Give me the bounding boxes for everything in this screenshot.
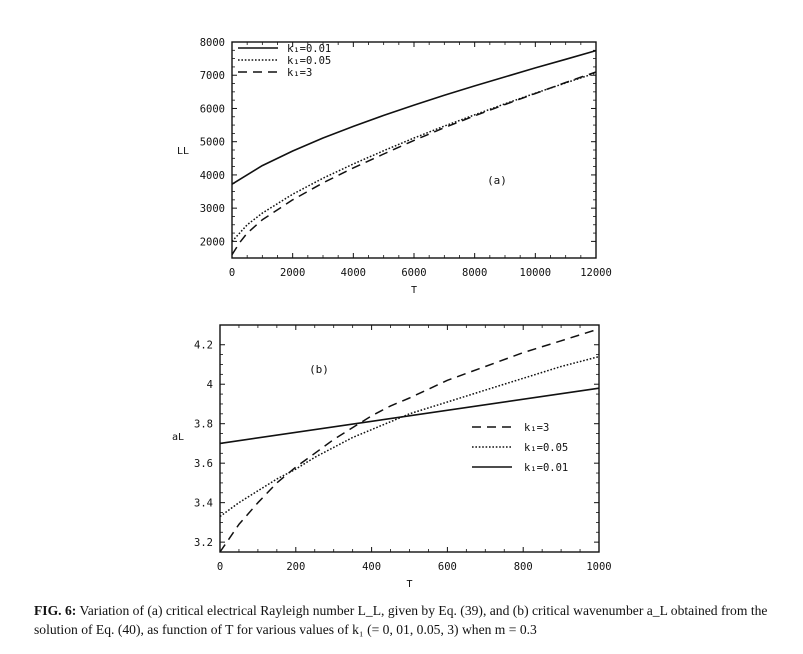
x-tick-label: 200 <box>286 561 306 573</box>
panel-label-a: (a) <box>487 174 507 187</box>
y-tick-label: 4.2 <box>194 339 213 352</box>
legend-label-b-dotted: k₁=0.05 <box>524 442 569 454</box>
x-axis-label-b: T <box>406 579 413 590</box>
x-axis-label-a: T <box>410 285 418 296</box>
y-tick-label: 5000 <box>199 136 225 149</box>
x-tick-label: 10000 <box>519 267 552 279</box>
panel-label-b: (b) <box>309 363 329 376</box>
legend-label-b-solid: k₁=0.01 <box>524 462 569 474</box>
y-tick-label: 3.6 <box>194 458 213 471</box>
series-line-a-dotted <box>232 73 596 242</box>
y-tick-label: 2000 <box>199 236 225 249</box>
y-axis-label-a: LL <box>176 146 190 157</box>
y-tick-label: 3.4 <box>194 497 213 510</box>
y-tick-label: 4000 <box>199 169 225 182</box>
x-tick-label: 600 <box>437 561 457 573</box>
legend-label-a-dotted: k₁=0.05 <box>287 55 332 67</box>
y-axis-label-b: aL <box>171 432 185 443</box>
x-tick-label: 8000 <box>462 267 488 279</box>
legend-label-a-dashed: k₁=3 <box>287 67 313 79</box>
series-line-a-dashed <box>232 72 596 255</box>
series-line-b-solid <box>220 388 599 443</box>
y-tick-label: 6000 <box>199 103 225 116</box>
x-tick-label: 0 <box>228 267 236 279</box>
y-tick-label: 4 <box>206 379 213 392</box>
caption-text: Variation of (a) critical electrical Rayleigh number L_L, given by Eq. (39), and (b) critical wavenumber a_L obtained from the solution of Eq. (40), as function of T for various values of k₁ (= 0, 01, 0.05, 3) when m = 0.3 <box>34 603 768 637</box>
y-tick-label: 3000 <box>199 203 225 216</box>
chart-panel-b <box>172 325 612 590</box>
y-tick-label: 3.2 <box>194 537 213 550</box>
figure-caption <box>34 601 794 639</box>
series-line-b-dotted <box>220 357 599 517</box>
x-tick-label: 6000 <box>401 267 427 279</box>
y-tick-label: 8000 <box>199 37 225 49</box>
caption-label: FIG. 6: <box>34 603 77 618</box>
legend-label-b-dashed: k₁=3 <box>524 422 550 434</box>
legend-label-a-solid: k₁=0.01 <box>287 43 332 55</box>
x-tick-label: 2000 <box>280 267 306 279</box>
y-tick-label: 7000 <box>199 70 225 83</box>
chart-panel-a <box>177 37 612 296</box>
y-tick-label: 3.8 <box>194 418 213 431</box>
plot-frame-b <box>220 325 599 552</box>
x-tick-label: 0 <box>216 561 224 573</box>
x-tick-label: 800 <box>513 561 533 573</box>
x-tick-label: 4000 <box>340 267 366 279</box>
series-line-b-dashed <box>220 329 599 552</box>
x-tick-label: 400 <box>362 561 382 573</box>
x-tick-label: 12000 <box>580 267 612 279</box>
x-tick-label: 1000 <box>586 561 612 573</box>
